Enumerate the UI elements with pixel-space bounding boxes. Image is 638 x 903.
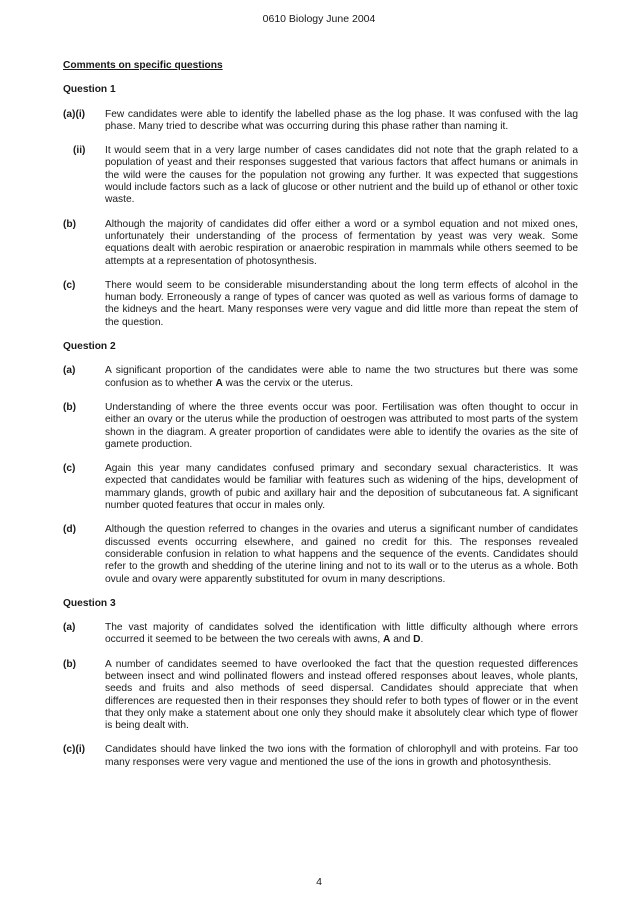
q2-part-b <box>63 402 578 451</box>
question-2-heading: Question 2 <box>63 341 116 353</box>
q1-part-a-ii <box>63 145 578 206</box>
q2-part-d <box>63 524 578 585</box>
q2-part-c-label: (c) <box>63 463 76 475</box>
q1-part-c-text: There would seem to be considerable misunderstanding about the long term effects of alcohol in the human body. Erroneously a range of types of cancer was quoted as well as various forms of damage to the kidneys and the heart. Many responses were very vague and did little more than repeat the stem of the question. <box>105 279 578 328</box>
q1-part-a-i-label: (a)(i) <box>63 108 86 120</box>
q3-part-c-i-label: (c)(i) <box>63 744 86 756</box>
q3-part-a-label: (a) <box>63 622 76 634</box>
section-title-text: Comments on specific questions <box>63 60 223 71</box>
q2-part-c-text: Again this year many candidates confused primary and secondary sexual characteristics. It was expected that candidates would be familiar with features such as widening of the hips, development of mammary glands, growth of pubic and axillary hair and the deposition of subcutaneous fat. A significant number quoted features that occur in males only. <box>105 463 578 512</box>
q1-part-a-ii-text: It would seem that in a very large number of cases candidates did not note that the graph related to a population of yeast and their responses suggested that various factors that affect humans or animals in the wild were the causes for the population not growing any further. It was expected that suggestions would include factors such as a lack of glucose or other nutrient and the build up of ethanol or other toxic waste. <box>105 145 578 206</box>
q3-part-c-i <box>63 744 578 769</box>
page-header: 0610 Biology June 2004 <box>262 13 376 25</box>
q3-part-a-text-after: . <box>420 634 424 646</box>
q2-part-c <box>63 463 578 512</box>
q3-part-a-text-mid: and <box>390 634 414 646</box>
question-1-heading: Question 1 <box>63 84 116 96</box>
page-number: 4 <box>316 876 322 888</box>
q3-part-b-text: A number of candidates seemed to have overlooked the fact that the question requested differences between insect and wind pollinated flowers and instead offered responses about leaves, whole plants, seeds and fruits and also methods of seed dispersal. Candidates should appreciate that when differences are requested then in their responses they should refer to both types of flower or in the event that they only make a statement about one only they should make it absolutely clear which type of flower is being dealt with. <box>105 658 578 732</box>
q2-part-d-text: Although the question referred to changes in the ovaries and uterus a significant number of candidates discussed events occurring elsewhere, and gained no credit for this. The responses revealed considerable confusion in relation to what happens and the sequence of the events. Candidates should refer to the growth and shedding of the uterine lining and not to its wall or to the uterus as a whole. Both ovule and ovary were apparently substituted for ovum in many descriptions. <box>105 524 578 585</box>
q1-part-b <box>63 219 578 268</box>
q2-part-a-text-after: was the cervix or the uterus. <box>222 377 354 389</box>
question-3-heading: Question 3 <box>63 597 116 609</box>
q3-part-a <box>63 622 578 647</box>
q3-part-b <box>63 659 578 733</box>
q2-part-a <box>63 365 578 390</box>
q3-part-c-i-text: Candidates should have linked the two ions with the formation of chlorophyll and with proteins. Far too many responses were very vague and mentioned the use of the ions in growth and photosynthesis. <box>105 744 578 768</box>
q2-part-a-label: (a) <box>63 365 76 377</box>
q2-part-d-label: (d) <box>63 524 77 536</box>
q1-part-a-ii-label: (ii) <box>73 145 86 157</box>
q1-part-b-text: Although the majority of candidates did offer either a word or a symbol equation and not mixed ones, unfortunately their understanding of the process of fermentation by yeast was very weak. Some equations dealt with aerobic respiration or anaerobic respiration in mammals while others seemed to be attempts at a representation of photosynthesis. <box>105 218 578 267</box>
q1-part-c <box>63 280 578 329</box>
q1-part-a-i-text: Few candidates were able to identify the labelled phase as the log phase. It was confused with the lag phase. Many tried to describe what was occurring during this phase rather than naming it. <box>105 108 578 132</box>
q2-part-a-text <box>105 365 578 390</box>
section-title <box>63 60 578 72</box>
q2-part-a-bold-a: A <box>215 377 223 389</box>
q3-part-a-text <box>105 622 578 647</box>
q1-part-a-i <box>63 109 578 134</box>
q2-part-b-label: (b) <box>63 401 77 413</box>
q2-part-b-text: Understanding of where the three events occur was poor. Fertilisation was often thought to occur in either an ovary or the uterus while the production of oestrogen was attributed to most parts of the system shown in the diagram. A greater proportion of candidates were able to identify the ovaries as the site of gamete production. <box>105 401 578 450</box>
q3-part-a-text-before: The vast majority of candidates solved the identification with little difficulty although where errors occurred it seemed to be between the two cereals with awns, <box>105 622 578 646</box>
q1-part-c-label: (c) <box>63 279 76 291</box>
q1-part-b-label: (b) <box>63 218 77 230</box>
q3-part-a-bold-a: A <box>383 634 391 646</box>
q3-part-b-label: (b) <box>63 658 77 670</box>
q2-part-a-text-before: A significant proportion of the candidates were able to name the two structures but there was some confusion as to whether <box>105 365 578 389</box>
document-body <box>63 60 578 781</box>
q3-part-a-bold-d: D <box>413 634 421 646</box>
